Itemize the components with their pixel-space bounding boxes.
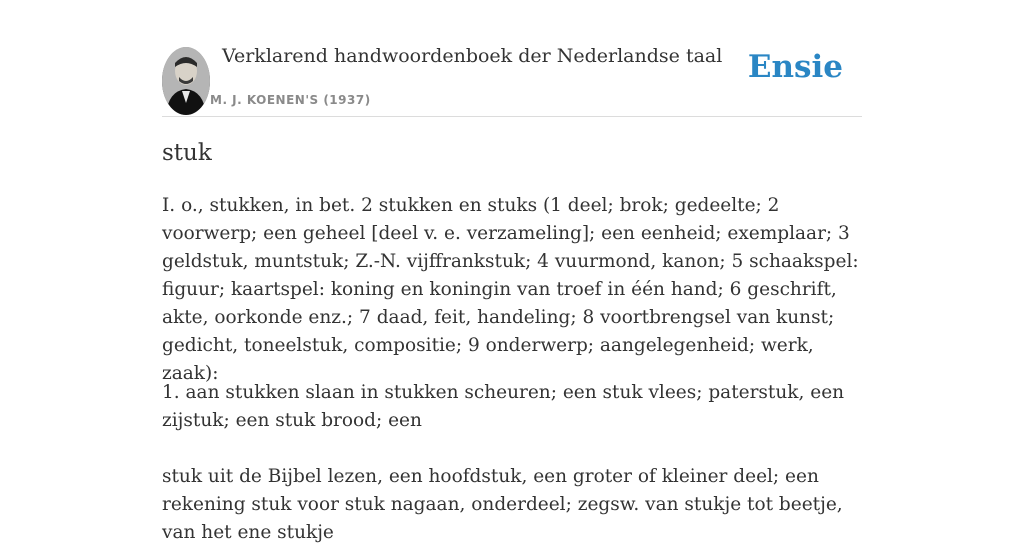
site-header [162,0,862,117]
book-subtitle: M. J. KOENEN'S (1937) [210,93,371,107]
brand-logo-link[interactable]: Ensie [747,49,843,85]
entry-paragraph: I. o., stukken, in bet. 2 stukken en stuks (1 deel; brok; gedeelte; 2 voorwerp; een geheel [deel v. e. verzameling]; een eenheid; exemplaar; 3 geldstuk, muntstuk; Z.-N. vijffrankstuk; 4 vuurmond, kanon; 5 schaakspel: figuur; kaartspel: koning en koningin van troef in één hand; 6 geschrift, akte, oorkonde enz.; 7 daad, feit, handeling; 8 voortbrengsel van kunst; gedicht, toneelstuk, compositie; 9 onderwerp; aangelegenheid; werk, zaak): [162,195,859,384]
entry-headword: stuk [162,140,212,166]
entry-paragraph: stuk uit de Bijbel lezen, een hoofdstuk, een groter of kleiner deel; een rekening stuk voor stuk nagaan, onderdeel; zegsw. van stukje tot beetje, van het ene stukje [162,466,843,543]
book-title[interactable]: Verklarend handwoordenboek der Nederlandse taal [222,45,723,67]
page-container [162,0,862,543]
entry-paragraph: 1. aan stukken slaan in stukken scheuren; een stuk vlees; paterstuk, een zijstuk; een stuk brood; een [162,382,845,431]
author-portrait-icon [162,47,210,115]
